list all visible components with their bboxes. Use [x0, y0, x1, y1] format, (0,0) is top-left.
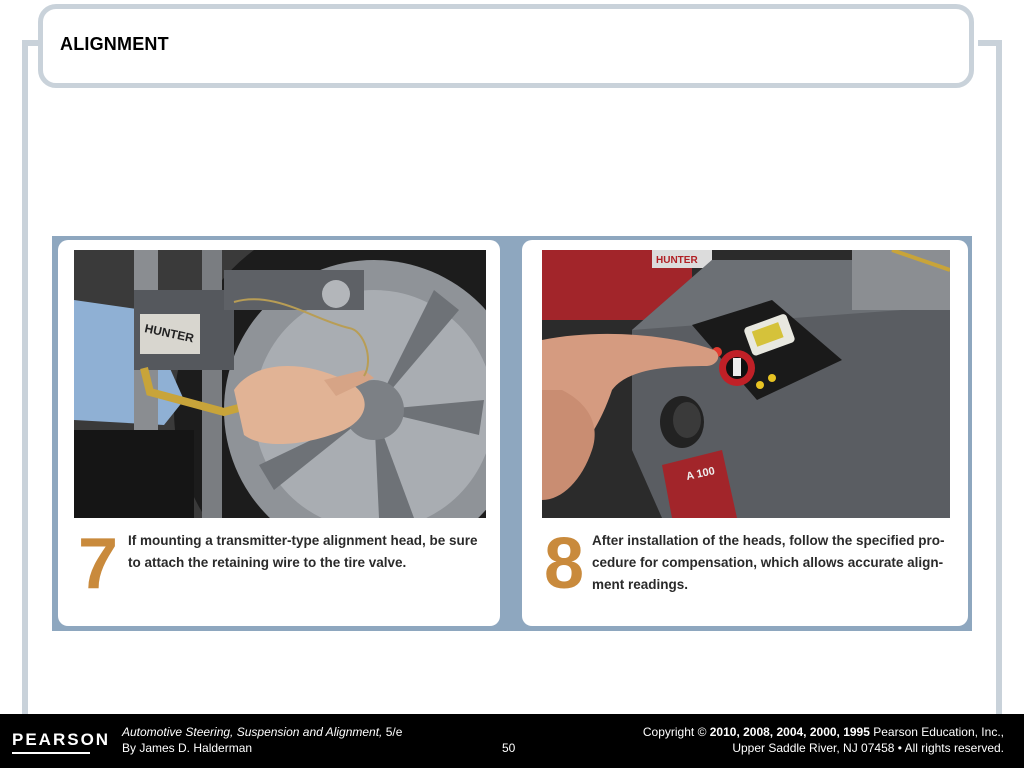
step-number-7: 7	[78, 524, 119, 604]
hunter-label: HUNTER	[143, 321, 196, 346]
step-8-caption-line-2: cedure for compensation, which allows accurate align-	[592, 555, 944, 570]
publisher-logo: PEARSON	[12, 730, 111, 749]
step-7-caption-line-1: If mounting a transmitter-type alignment head, be sure	[128, 533, 478, 548]
figure-panel	[52, 236, 972, 631]
title-box	[38, 4, 974, 88]
slide-frame-right	[996, 40, 1002, 716]
page-number: 50	[502, 741, 516, 755]
step-7-caption-line-2: to attach the retaining wire to the tire valve.	[128, 555, 407, 570]
step-8-panel	[522, 240, 968, 626]
book-title: Automotive Steering, Suspension and Alignment,	[122, 725, 383, 739]
logo-underline	[12, 752, 90, 754]
step-8-caption-line-3: ment readings.	[592, 577, 689, 592]
slide-frame-top-right	[978, 40, 1002, 46]
step-number-8: 8	[544, 524, 585, 604]
book-edition: 5/e	[382, 725, 403, 739]
slide-footer	[0, 714, 1024, 768]
step-8-caption	[592, 530, 945, 596]
book-author: By James D. Halderman	[122, 741, 253, 755]
step-8-caption-line-1: After installation of the heads, follow the specified pro-	[592, 533, 945, 548]
step-7-panel	[58, 240, 500, 626]
copyright-years: 2010, 2008, 2004, 2000, 1995	[709, 725, 870, 739]
compensation-panel-photo	[542, 250, 950, 518]
copyright-prefix: Copyright ©	[642, 725, 710, 739]
slide-title: ALIGNMENT	[60, 34, 169, 54]
copyright-notice	[643, 725, 1004, 739]
book-citation	[122, 725, 402, 739]
alignment-head-photo	[74, 250, 486, 518]
slide-frame-left	[22, 40, 28, 716]
publisher-address: Upper Saddle River, NJ 07458 • All rights reserved.	[732, 741, 1004, 755]
step-7-caption	[128, 530, 478, 574]
copyright-suffix: Pearson Education, Inc.,	[869, 725, 1004, 739]
box-brand-label: HUNTER	[656, 255, 698, 266]
box-model-label: A 100	[685, 465, 716, 483]
